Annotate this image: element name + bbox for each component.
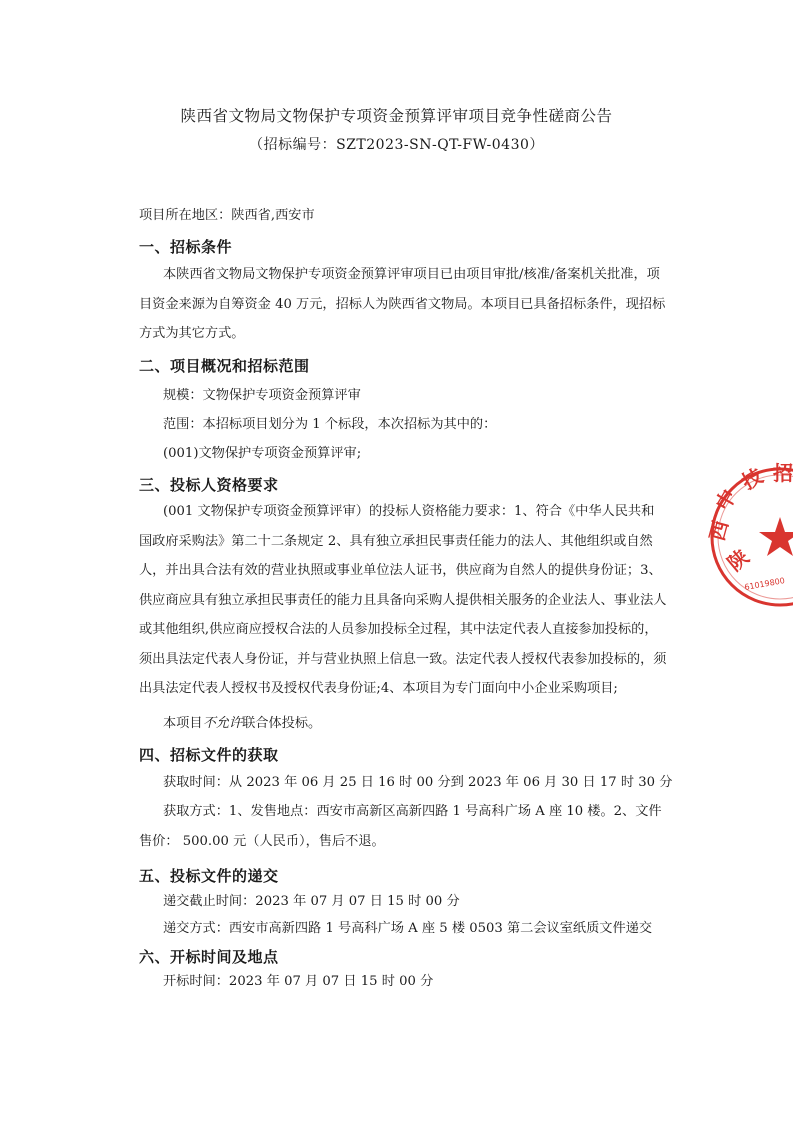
section-2-heading: 二、项目概况和招标范围 — [139, 357, 310, 375]
seal-character: 中 — [710, 485, 742, 515]
consortium-note — [163, 715, 683, 733]
section-3-heading: 三、投标人资格要求 — [139, 476, 279, 494]
official-seal-stamp — [705, 462, 793, 612]
seal-serial-number: 61019800 — [743, 576, 786, 592]
seal-character: 技 — [737, 463, 767, 495]
section-1-body: 本陕西省文物局文物保护专项资金预算评审项目已由项目审批/核准/备案机关批准，项目资金来源为自筹资金 40 万元，招标人为陕西省文物局。本项目已具备招标条件，现招标方式为其它方式。 — [139, 267, 666, 341]
section-6-heading: 六、开标时间及地点 — [139, 948, 279, 966]
tender-number: （招标编号：SZT2023-SN-QT-FW-0430） — [249, 137, 544, 153]
consortium-suffix: 联合体投标。 — [242, 716, 322, 731]
seal-character: 招 — [773, 462, 793, 485]
seal-star — [759, 517, 793, 556]
section-2-scope: 范围：本招标项目划分为 1 个标段，本次招标为其中的： — [163, 417, 497, 432]
section-2-lot: (001)文物保护专项资金预算评审; — [163, 446, 362, 461]
section-5-deadline: 递交截止时间：2023 年 07 月 07 日 15 时 00 分 — [163, 894, 460, 909]
section-4-time: 获取时间：从 2023 年 06 月 25 日 16 时 00 分到 2023 年 06 月 30 日 17 时 30 分 — [163, 775, 673, 790]
consortium-not-allowed: 不允许 — [202, 716, 243, 731]
project-region: 项目所在地区：陕西省,西安市 — [139, 208, 315, 223]
section-4-heading: 四、招标文件的获取 — [139, 746, 279, 764]
section-6-time: 开标时间：2023 年 07 月 07 日 15 时 00 分 — [163, 974, 434, 989]
section-4-method: 获取方式：1、发售地点：西安市高新区高新四路 1 号高科广场 A 座 10 楼。2、文件售价： 500.00 元（人民币），售后不退。 — [139, 804, 662, 849]
section-1-heading: 一、招标条件 — [139, 238, 233, 256]
section-3-body: (001 文物保护专项资金预算评审）的投标人资格能力要求：1、符合《中华人民共和国政府采购法》第二十二条规定 2、具有独立承担民事责任能力的法人、其他组织或自然人，并出具合法有效的营业执照或事业单位法人证书，供应商为自然人的提供身份证；3、供应商应具有独立承担民事责任的能力且具备向采购人提供相关服务的企业法人、事业法人或其他组织,供应商应授权合法的人员参加投标全过程，其中法定代表人直接参加投标的，须出具法定代表人身份证，并与营业执照上信息一致。法定代表人授权代表参加投标的，须出具法定代表人授权书及授权代表身份证;4、本项目为专门面向中小企业采购项目; — [139, 504, 667, 696]
seal-character: 陕 — [722, 544, 754, 576]
seal-character: 西 — [705, 517, 734, 544]
section-5-method: 递交方式：西安市高新四路 1 号高科广场 A 座 5 楼 0503 第二会议室纸质文件递交 — [163, 921, 653, 936]
document-title: 陕西省文物局文物保护专项资金预算评审项目竞争性磋商公告 — [180, 107, 613, 125]
consortium-prefix: 本项目 — [163, 716, 203, 731]
section-5-heading: 五、投标文件的递交 — [139, 867, 279, 885]
section-2-scale: 规模：文物保护专项资金预算评审 — [163, 388, 361, 403]
